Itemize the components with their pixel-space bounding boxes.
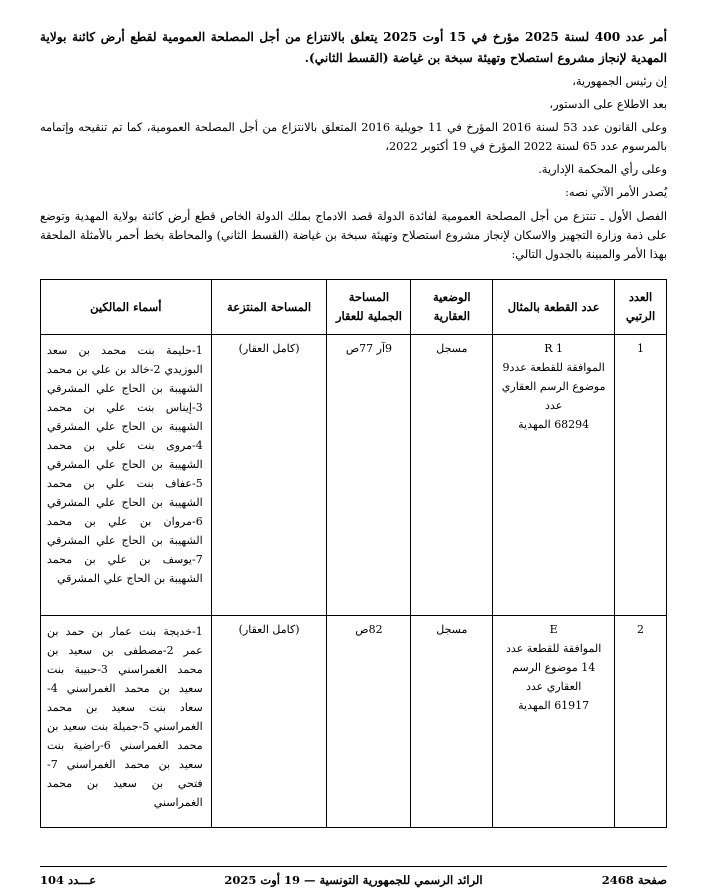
- expropriation-table: [40, 279, 667, 828]
- row-owners: 1-حليمة بنت محمد بن سعد البوزيدي 2-خالد بن علي بن محمد الشهيبة بن الحاج علي المشرقي 3-إيناس بنت علي بن محمد الشهيبة بن الحاج علي المشرقي 4-مروى بنت علي بن محمد الشهيبة بن الحاج علي المشرقي 5-عفاف بنت علي بن محمد الشهيبة بن الحاج علي المشرقي 6-مروان بن علي بن محمد الشهيبة بن الحاج علي المشرقي 7-يوسف بن علي بن محمد الشهيبة بن الحاج علي المشرقي: [41, 335, 212, 616]
- header-total-area: المساحة الجملية للعقار: [327, 280, 411, 335]
- row-total-area: 82ص: [327, 616, 411, 828]
- table-row: [41, 335, 667, 616]
- row-expropriated: (كامل العقار): [211, 616, 327, 828]
- footer-page-number: صفحة 2468: [601, 873, 667, 887]
- row-status: مسجل: [411, 616, 493, 828]
- table-header-row: [41, 280, 667, 335]
- preamble-court: وعلى رأي المحكمة الإدارية.: [538, 163, 667, 176]
- footer-journal: الرائد الرسمي للجمهورية التونسية — 19 أوت 2025: [224, 873, 483, 887]
- header-plot: عدد القطعة بالمثال: [493, 280, 615, 335]
- decree-title: أمر عدد 400 لسنة 2025 مؤرخ في 15 أوت 2025 يتعلق بالانتزاع من أجل المصلحة العمومية لقطع أرض كائنة بولاية المهدية لإنجاز مشروع استصلاح وتهيئة سبخة بن غياضة (القسط الثاني).: [40, 30, 667, 65]
- preamble-president: إن رئيس الجمهورية،: [572, 75, 667, 88]
- preamble-constitution: بعد الاطلاع على الدستور،: [549, 98, 667, 111]
- plot-code: E: [549, 623, 558, 636]
- row-expropriated: (كامل العقار): [211, 335, 327, 616]
- plot-title: 61917 المهدية: [518, 699, 590, 712]
- row-plot: [493, 616, 615, 828]
- row-total-area: 9آر 77ص: [327, 335, 411, 616]
- row-status: مسجل: [411, 335, 493, 616]
- preamble-law: وعلى القانون عدد 53 لسنة 2016 المؤرخ في 11 جويلية 2016 المتعلق بالانتزاع من أجل المصلحة العمومية، كما تم تنقيحه وإتمامه بالمرسوم عدد 65 لسنة 2022 المؤرخ في 19 أكتوبر 2022،: [40, 121, 668, 153]
- article-one: الفصل الأول ـ تنتزع من أجل المصلحة العمومية لفائدة الدولة قصد الادماج بملك الدولة الخاص قطع أرض كائنة بولاية المهدية وتوضع على ذمة وزارة التجهيز والاسكان لإنجاز مشروع استصلاح وتهيئة سبخة بن غياضة (القسط الثاني) والمحاطة بخط أحمر بالأمثلة الملحقة بهذا الأمر والمبينة بالجدول التالي:: [40, 210, 667, 261]
- row-num: 2: [615, 616, 667, 828]
- plot-title: 68294 المهدية: [518, 418, 590, 431]
- row-owners: 1-خديجة بنت عمار بن حمد بن عمر 2-مصطفى بن سعيد بن محمد الغمراسني 3-حبيبة بنت سعيد بن محمد الغمراسني 4-سعاد بنت سعيد بن محمد الغمراسني 5-جميلة بنت سعيد بن محمد الغمراسني 6-راضية بنت سعيد بن محمد الغمراسني 7-فتحي بن سعيد بن محمد الغمراسني: [41, 616, 212, 828]
- header-owners: أسماء المالكين: [41, 280, 212, 335]
- page-footer: [40, 873, 667, 893]
- plot-code: R 1: [544, 342, 564, 355]
- row-plot: [493, 335, 615, 616]
- preamble-issues: يُصدر الأمر الآتي نصه:: [565, 186, 667, 199]
- footer-issue-number: عـــدد 104: [40, 873, 97, 887]
- plot-desc: الموافقة للقطعة عدد9 موضوع الرسم العقاري عدد: [501, 361, 606, 412]
- plot-desc: الموافقة للقطعة عدد 14 موضوع الرسم العقاري عدد: [506, 642, 602, 693]
- header-status: الوضعية العقارية: [411, 280, 493, 335]
- header-expropriated-area: المساحة المنتزعة: [211, 280, 327, 335]
- row-num: 1: [615, 335, 667, 616]
- footer-divider: [40, 866, 667, 867]
- table-row: [41, 616, 667, 828]
- header-num: العدد الرتبي: [615, 280, 667, 335]
